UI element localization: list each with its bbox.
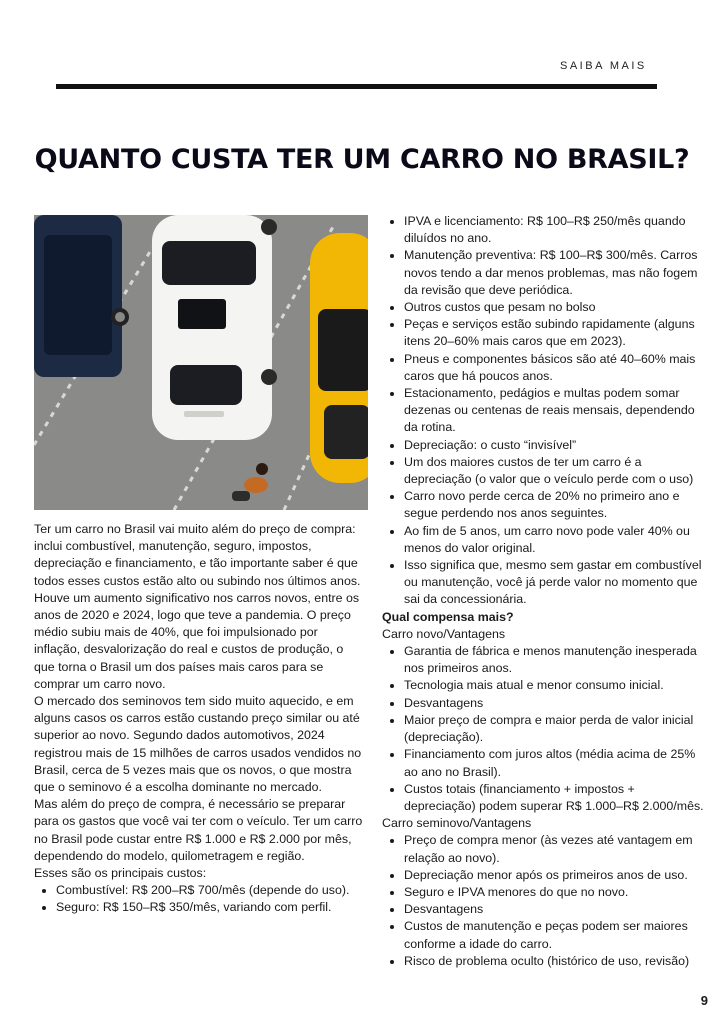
page-number: 9 [700,993,708,1008]
list-item: • Financiamento com juros altos (média acima de 25% ao ano no Brasil). [404,746,704,780]
costs-list-continued [382,213,704,609]
list-item: • Custos totais (financiamento + impostos + depreciação) podem superar R$ 1.000–R$ 2.000/mês. [404,781,704,815]
list-item: • Pneus e componentes básicos são até 40–60% mais caros que há poucos anos. [404,351,704,385]
list-item: • IPVA e licenciamento: R$ 100–R$ 250/mês quando diluídos no ano. [404,213,704,247]
list-item: • Carro novo perde cerca de 20% no primeiro ano e segue perdendo nos anos seguintes. [404,488,704,522]
paragraph: Esses são os principais custos: [34,866,207,881]
costs-list [34,882,364,916]
list-item: • Tecnologia mais atual e menor consumo inicial. [404,677,704,694]
used-car-list [382,832,704,970]
list-item: • Risco de problema oculto (histórico de uso, revisão) [404,953,704,970]
comparison-heading: Qual compensa mais? [382,609,514,624]
list-item: • Combustível: R$ 200–R$ 700/mês (depende do uso). [56,882,364,899]
list-item: • Garantia de fábrica e menos manutenção inesperada nos primeiros anos. [404,643,704,677]
list-item: • Depreciação menor após os primeiros anos de uso. [404,867,704,884]
paragraph: Ter um carro no Brasil vai muito além do preço de compra: inclui combustível, manutenção, seguro, impostos, depreciação e financiamento, e tão importante saber é que todos esses custos estão alto ou subindo nos últimos anos. [34,522,361,588]
list-item: • Isso significa que, mesmo sem gastar em combustível ou manutenção, você já perde valor no momento que sai da concessionária. [404,557,704,609]
list-item: • Preço de compra menor (às vezes até vantagem em relação ao novo). [404,832,704,866]
new-car-list [382,643,704,815]
right-column [382,213,704,970]
list-item: • Um dos maiores custos de ter um carro é a depreciação (o valor que o veículo perde com o uso) [404,454,704,488]
page-title: QUANTO CUSTA TER UM CARRO NO BRASIL? [34,144,690,175]
left-column [34,521,364,917]
paragraph: Mas além do preço de compra, é necessário se preparar para os gastos que você vai ter com o veículo. Ter um carro no Brasil pode custar entre R$ 1.000 e R$ 2.000 por mês, dependendo do modelo, quilometragem e região. [34,797,363,863]
blue-car [34,215,129,377]
list-item: • Depreciação: o custo “invisível” [404,437,704,454]
list-item: • Desvantagens [404,695,704,712]
yellow-car [310,233,368,483]
list-item: • Maior preço de compra e maior perda de valor inicial (depreciação). [404,712,704,746]
new-car-heading: Carro novo/Vantagens [382,626,506,641]
list-item: • Manutenção preventiva: R$ 100–R$ 300/mês. Carros novos tendo a dar menos problemas, mas não fogem da revisão que deve periódica. [404,247,704,299]
list-item: • Desvantagens [404,901,704,918]
white-car [152,215,277,440]
paragraph: Houve um aumento significativo nos carros novos, entre os anos de 2020 e 2024, logo que teve a pandemia. O preço médio subiu mais de 40%, que foi impulsionado por inflação, desvalorização do real e custos de produção, o que torna o Brasil um dos países mais caros para se comprar um carro novo. [34,590,360,691]
paragraph: O mercado dos seminovos tem sido muito aquecido, e em alguns casos os carros estão custando preço similar ou até superior ao novo. Segundo dados automotivos, 2024 registrou mais de 15 milhões de carros usados vendidos no Brasil, cerca de 5 vezes mais que os novos, o que mostra que o seminovo é a escolha dominante no mercado. [34,694,362,795]
list-item: • Estacionamento, pedágios e multas podem somar dezenas ou centenas de reais mensais, dependendo da rotina. [404,385,704,437]
list-item: • Seguro e IPVA menores do que no novo. [404,884,704,901]
list-item: • Outros custos que pesam no bolso [404,299,704,316]
list-item: • Seguro: R$ 150–R$ 350/mês, variando com perfil. [56,899,364,916]
list-item: • Peças e serviços estão subindo rapidamente (alguns itens 20–60% mais caros que em 2023). [404,316,704,350]
list-item: • Custos de manutenção e peças podem ser maiores conforme a idade do carro. [404,918,704,952]
used-car-heading: Carro seminovo/Vantagens [382,816,532,831]
section-label: SAIBA MAIS [560,60,647,72]
header-divider [56,84,657,89]
list-item: • Ao fim de 5 anos, um carro novo pode valer 40% ou menos do valor original. [404,523,704,557]
cars-aerial-photo [34,215,368,510]
